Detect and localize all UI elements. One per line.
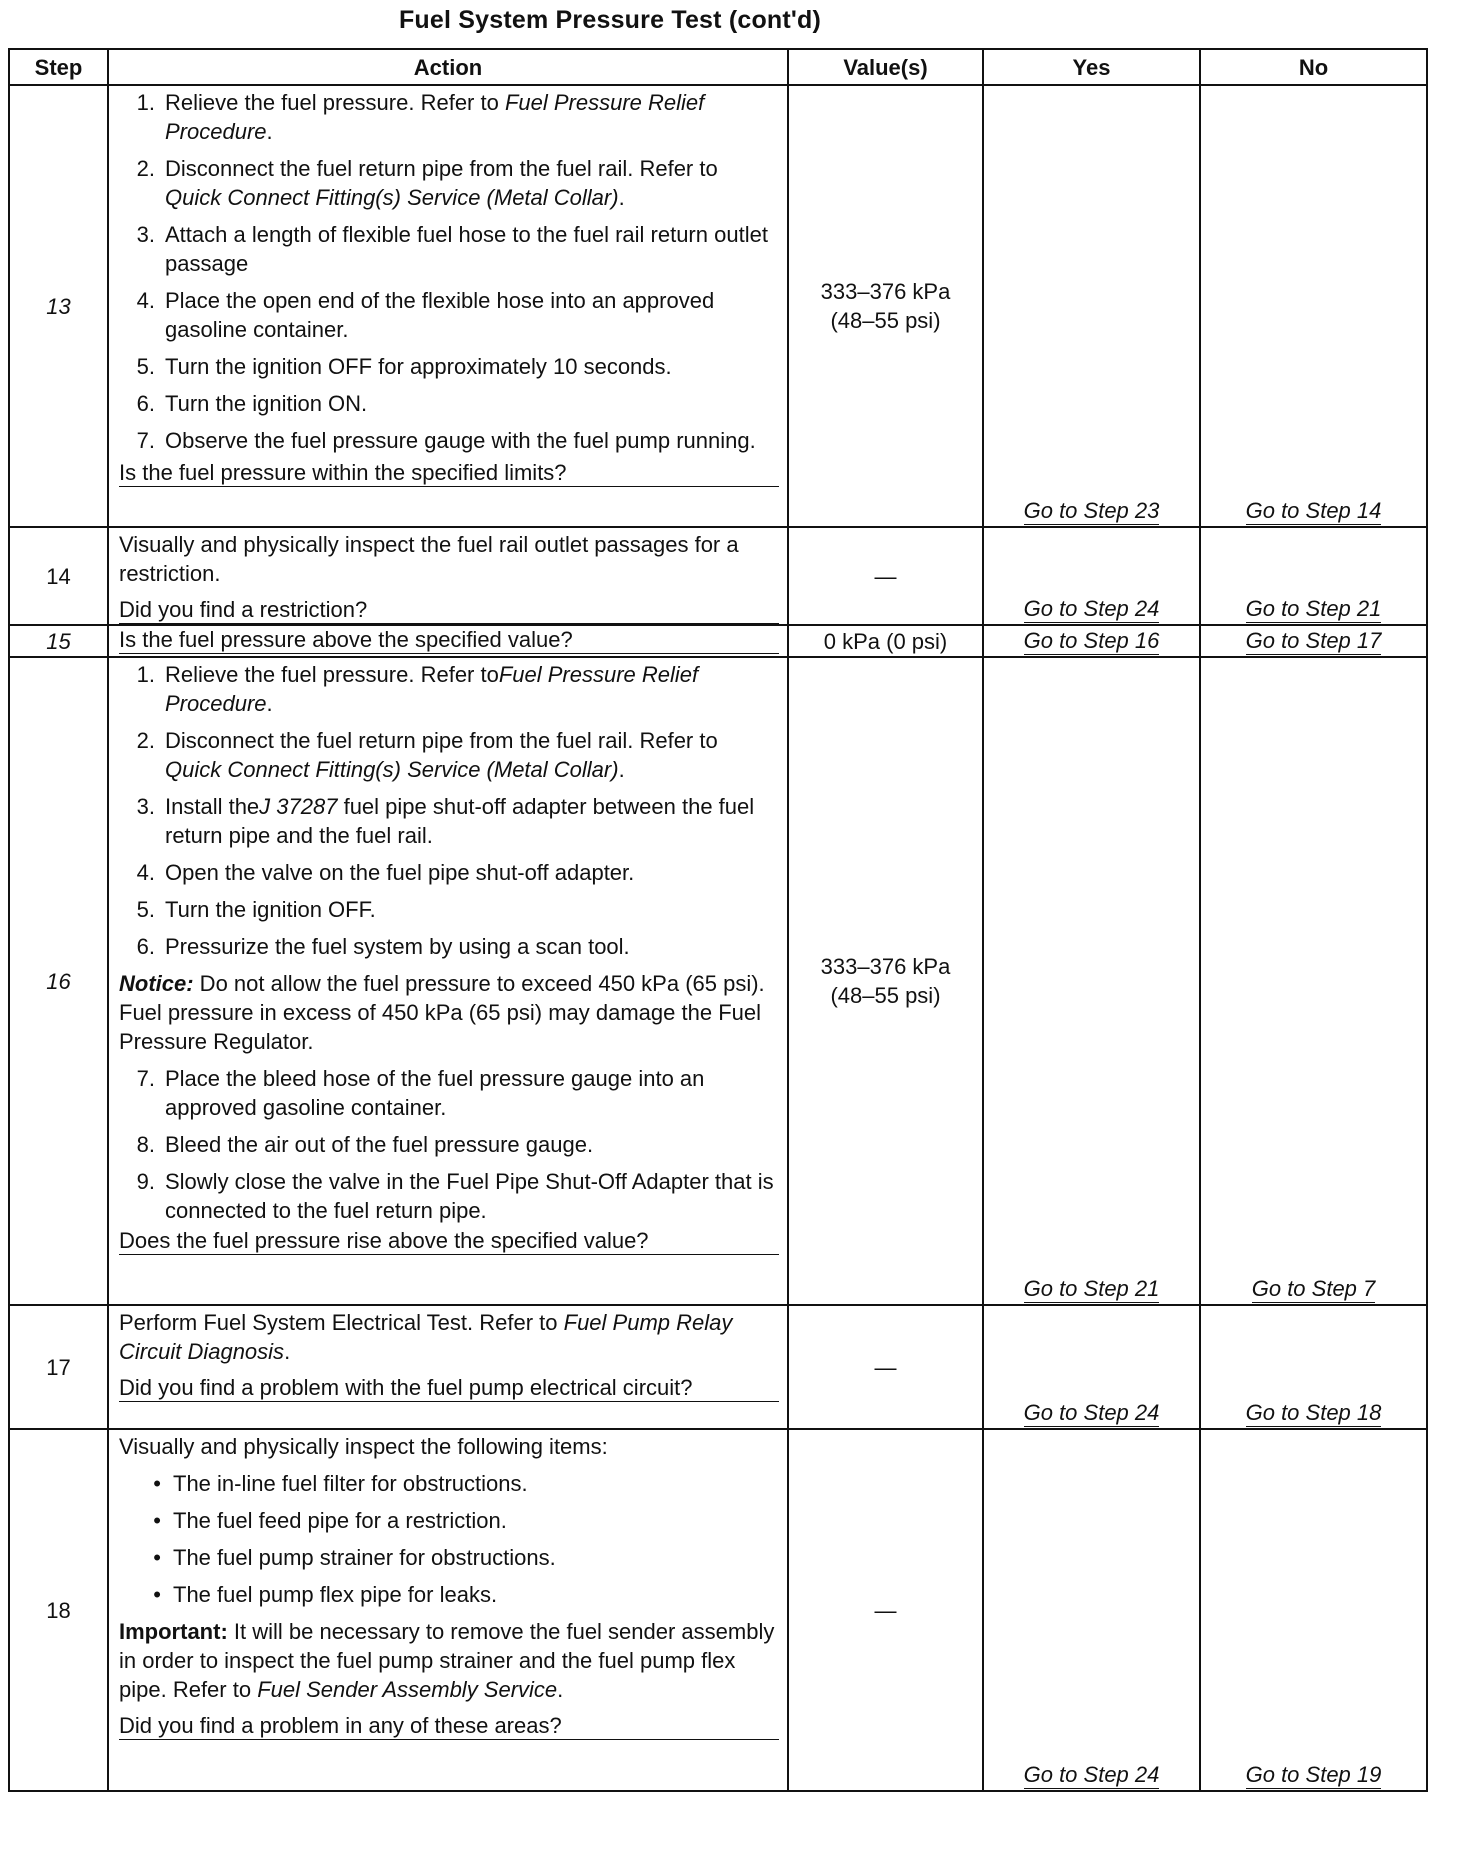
question: Did you find a problem with the fuel pump electrical circuit? xyxy=(119,1374,779,1402)
table-row-step-13 xyxy=(9,85,1427,527)
instruction-text: Perform Fuel System Electrical Test. Refer to Fuel Pump Relay Circuit Diagnosis. xyxy=(119,1310,733,1364)
table-row-step-16 xyxy=(9,657,1427,1305)
list-item: 1. Relieve the fuel pressure. Refer toFuel Pressure Relief Procedure. xyxy=(136,662,699,716)
yes-cell[interactable]: Go to Step 24 xyxy=(983,1429,1200,1791)
step-number: 14 xyxy=(9,527,108,625)
no-cell[interactable]: Go to Step 17 xyxy=(1200,625,1427,657)
question: Did you find a restriction? xyxy=(119,596,779,624)
no-cell[interactable]: Go to Step 19 xyxy=(1200,1429,1427,1791)
instruction-text: Visually and physically inspect the fuel rail outlet passages for a restriction. xyxy=(119,532,739,586)
procedure-link[interactable]: Fuel Pump Relay Circuit Diagnosis xyxy=(119,1310,733,1364)
action-cell xyxy=(108,1305,788,1429)
yes-cell[interactable]: Go to Step 16 xyxy=(983,625,1200,657)
important-label: Important: xyxy=(119,1619,228,1644)
header-row xyxy=(9,49,1427,85)
value-cell: — xyxy=(788,1305,983,1429)
question: Is the fuel pressure within the specified limits? xyxy=(119,459,779,487)
list-item: 7. Place the bleed hose of the fuel pressure gauge into an approved gasoline container. xyxy=(136,1066,705,1120)
notice-text: Notice: Do not allow the fuel pressure to exceed 450 kPa (65 psi). Fuel pressure in excess of 450 kPa (65 psi) may damage the Fuel Pressure Regulator. xyxy=(119,971,765,1054)
tool-reference: J 37287 xyxy=(259,794,338,819)
list-item: 5. Turn the ignition OFF for approximately 10 seconds. xyxy=(136,354,672,379)
step-number: 18 xyxy=(9,1429,108,1791)
no-cell[interactable]: Go to Step 14 xyxy=(1200,85,1427,527)
yes-cell[interactable]: Go to Step 24 xyxy=(983,527,1200,625)
header-step: Step xyxy=(9,49,108,85)
list-item: 8. Bleed the air out of the fuel pressure gauge. xyxy=(136,1132,594,1157)
step-number: 16 xyxy=(9,657,108,1305)
action-cell xyxy=(108,1429,788,1791)
step-number: 15 xyxy=(9,625,108,657)
value-cell: 333–376 kPa (48–55 psi) xyxy=(788,85,983,527)
no-cell[interactable]: Go to Step 18 xyxy=(1200,1305,1427,1429)
important-text: Important: It will be necessary to remove the fuel sender assembly in order to inspect the fuel pump strainer and the fuel pump flex pipe. Refer to Fuel Sender Assembly Service. xyxy=(119,1619,775,1702)
question: Is the fuel pressure above the specified value? xyxy=(119,626,779,654)
header-no: No xyxy=(1200,49,1427,85)
no-cell[interactable]: Go to Step 7 xyxy=(1200,657,1427,1305)
list-item: 6. Pressurize the fuel system by using a scan tool. xyxy=(136,934,630,959)
notice-label: Notice: xyxy=(119,971,194,996)
procedure-link[interactable]: Quick Connect Fitting(s) Service (Metal Collar) xyxy=(165,185,619,210)
step-number: 17 xyxy=(9,1305,108,1429)
list-item: 4. Open the valve on the fuel pipe shut-off adapter. xyxy=(136,860,635,885)
step-number: 13 xyxy=(9,85,108,527)
procedure-link[interactable]: Fuel Pressure Relief Procedure xyxy=(165,662,699,716)
list-item: 5. Turn the ignition OFF. xyxy=(136,897,376,922)
list-item: 3. Attach a length of flexible fuel hose to the fuel rail return outlet passage xyxy=(136,222,768,276)
value-cell: 0 kPa (0 psi) xyxy=(788,625,983,657)
no-cell[interactable]: Go to Step 21 xyxy=(1200,527,1427,625)
list-item: 9. Slowly close the valve in the Fuel Pipe Shut-Off Adapter that is connected to the fuel return pipe. xyxy=(136,1169,774,1223)
value-cell: 333–376 kPa (48–55 psi) xyxy=(788,657,983,1305)
list-item: 2. Disconnect the fuel return pipe from the fuel rail. Refer to Quick Connect Fitting(s) Service (Metal Collar). xyxy=(136,728,718,782)
procedure-link[interactable]: Fuel Sender Assembly Service xyxy=(257,1677,558,1702)
list-item: 6. Turn the ignition ON. xyxy=(136,391,368,416)
action-cell xyxy=(108,625,788,657)
list-item: • The fuel pump strainer for obstructions. xyxy=(153,1545,556,1570)
value-cell: — xyxy=(788,1429,983,1791)
action-cell xyxy=(108,85,788,527)
action-cell xyxy=(108,657,788,1305)
yes-cell[interactable]: Go to Step 24 xyxy=(983,1305,1200,1429)
procedure-link[interactable]: Fuel Pressure Relief Procedure xyxy=(165,90,705,144)
header-value: Value(s) xyxy=(788,49,983,85)
list-item: 1. Relieve the fuel pressure. Refer to Fuel Pressure Relief Procedure. xyxy=(136,90,705,144)
question: Does the fuel pressure rise above the specified value? xyxy=(119,1227,779,1255)
table-row-step-17 xyxy=(9,1305,1427,1429)
table-row-step-15 xyxy=(9,625,1427,657)
list-item: • The fuel pump flex pipe for leaks. xyxy=(153,1582,498,1607)
list-item: 3. Install theJ 37287 fuel pipe shut-off adapter between the fuel return pipe and the fuel rail. xyxy=(136,794,755,848)
yes-cell[interactable]: Go to Step 23 xyxy=(983,85,1200,527)
list-item: 7. Observe the fuel pressure gauge with the fuel pump running. xyxy=(136,428,756,453)
value-cell: — xyxy=(788,527,983,625)
header-action: Action xyxy=(108,49,788,85)
procedure-link[interactable]: Quick Connect Fitting(s) Service (Metal Collar) xyxy=(165,757,619,782)
yes-cell[interactable]: Go to Step 21 xyxy=(983,657,1200,1305)
table-row-step-18 xyxy=(9,1429,1427,1791)
diagnostic-table xyxy=(8,48,1428,1792)
instruction-text: Visually and physically inspect the following items: xyxy=(119,1434,608,1459)
page-title: Fuel System Pressure Test (cont'd) xyxy=(398,6,822,34)
question: Did you find a problem in any of these areas? xyxy=(119,1712,779,1740)
list-item: • The fuel feed pipe for a restriction. xyxy=(153,1508,507,1533)
list-item: • The in-line fuel filter for obstructions. xyxy=(153,1471,528,1496)
action-cell xyxy=(108,527,788,625)
list-item: 2. Disconnect the fuel return pipe from the fuel rail. Refer to Quick Connect Fitting(s) Service (Metal Collar). xyxy=(136,156,718,210)
table-row-step-14 xyxy=(9,527,1427,625)
list-item: 4. Place the open end of the flexible hose into an approved gasoline container. xyxy=(136,288,715,342)
header-yes: Yes xyxy=(983,49,1200,85)
